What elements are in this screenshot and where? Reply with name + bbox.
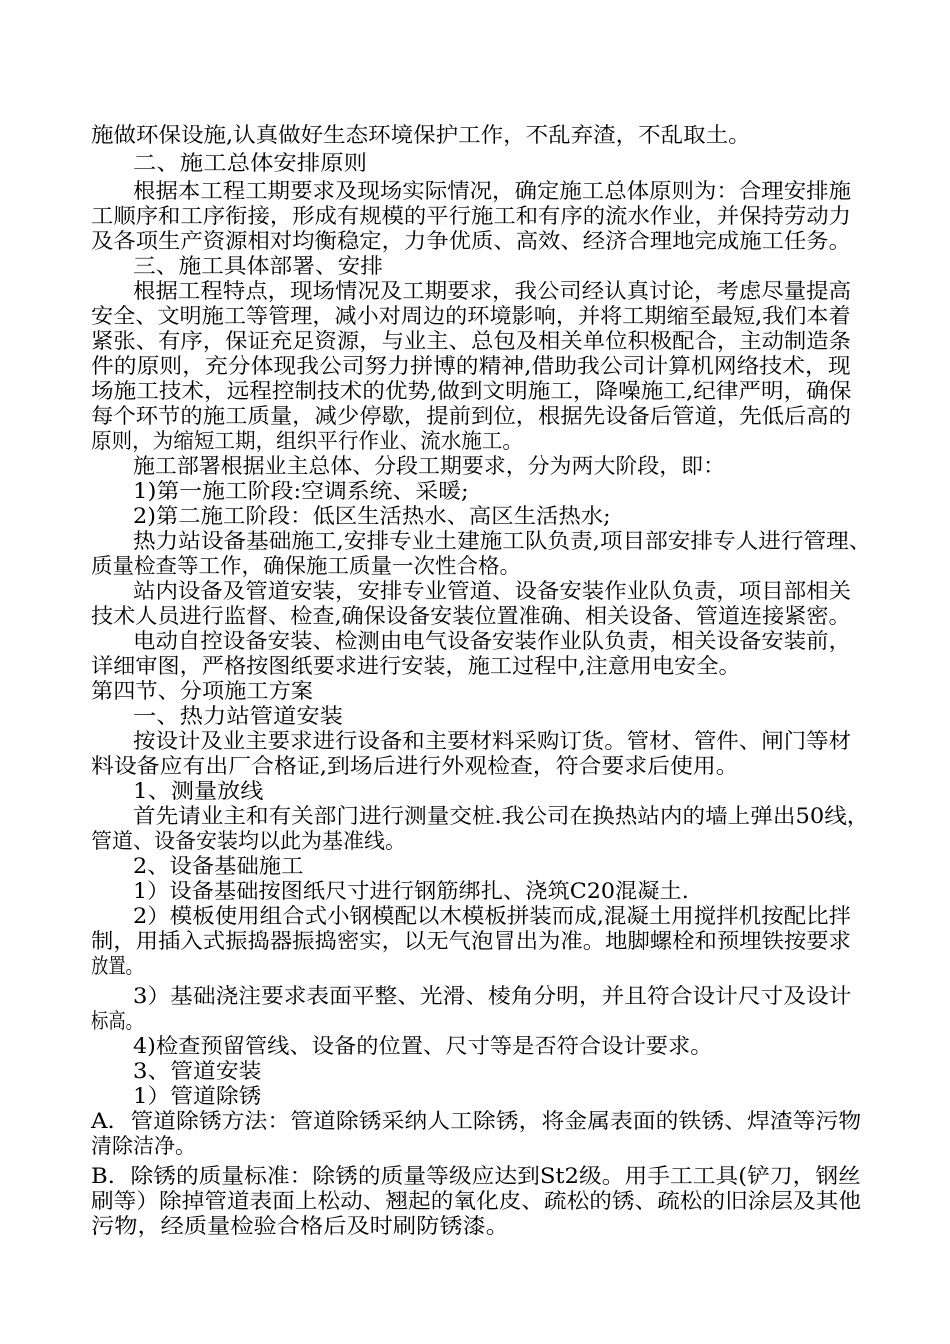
text-line: 每个环节的施工质量，减少停歇，提前到位，根据先设备后管道，先低后高的 — [91, 404, 851, 428]
text-line: 及各项生产资源相对均衡稳定，力争优质、高效、经济合理地完成施工任务。 — [91, 229, 851, 253]
text-line: 施做环保设施,认真做好生态环境保护工作，不乱弃渣，不乱取土。 — [91, 123, 751, 147]
text-line: 4)检查预留管线、设备的位置、尺寸等是否符合设计要求。 — [133, 1034, 713, 1058]
text-line: 2、设备基础施工 — [133, 854, 304, 878]
text-line: 1）设备基础按图纸尺寸进行钢筋绑扎、浇筑C20混凝土. — [133, 879, 689, 903]
text-line: 技术人员进行监督、检查,确保设备安装位置准确、相关设备、管道连接紧密。 — [91, 604, 851, 628]
text-line: 质量检查等工作，确保施工质量一次性合格。 — [91, 554, 521, 578]
text-line: 根据本工程工期要求及现场实际情况，确定施工总体原则为：合理安排施 — [133, 179, 852, 203]
text-line: 场施工技术，远程控制技术的优势,做到文明施工，降噪施工,纪律严明，确保 — [91, 379, 852, 403]
text-line: 三、施工具体部署、安排 — [133, 254, 384, 278]
text-line: 3）基础浇注要求表面平整、光滑、棱角分明，并且符合设计尺寸及设计 — [133, 984, 852, 1008]
text-line: 施工部署根据业主总体、分段工期要求，分为两大阶段，即： — [133, 454, 726, 478]
text-line: 一、热力站管道安装 — [133, 704, 343, 728]
text-line: 热力站设备基础施工,安排专业土建施工队负责,项目部安排专人进行管理、 — [133, 529, 872, 553]
text-line: B．除锈的质量标准：除锈的质量等级应达到St2级。用手工工具(铲刀，钢丝 — [91, 1164, 861, 1188]
text-line: 管道、设备安装均以此为基准线。 — [91, 829, 406, 853]
text-line: 根据工程特点，现场情况及工期要求，我公司经认真讨论，考虑尽量提高 — [133, 279, 852, 303]
text-line: 制，用插入式振捣器振捣密实，以无气泡冒出为准。地脚螺栓和预埋铁按要求 — [91, 929, 851, 953]
text-line: 详细审图，严格按图纸要求进行安装，施工过程中,注意用电安全。 — [91, 654, 741, 678]
text-line: 污物，经质量检验合格后及时刷防锈漆。 — [91, 1214, 509, 1238]
text-line: 首先请业主和有关部门进行测量交桩.我公司在换热站内的墙上弹出50线， — [133, 804, 870, 828]
text-line: 按设计及业主要求进行设备和主要材料采购订货。管材、管件、闸门等材 — [133, 729, 852, 753]
text-line: 放置。 — [91, 954, 144, 978]
text-line: 标高。 — [91, 1009, 144, 1033]
text-line: 1）管道除锈 — [133, 1084, 262, 1108]
text-line: 刷等）除掉管道表面上松动、翘起的氧化皮、疏松的锈、疏松的旧涂层及其他 — [91, 1189, 861, 1213]
text-line: 站内设备及管道安装，安排专业管道、设备安装作业队负责，项目部相关 — [133, 579, 852, 603]
text-line: 料设备应有出厂合格证,到场后进行外观检查，符合要求后使用。 — [91, 754, 739, 778]
text-line: 清除洁净。 — [91, 1134, 196, 1158]
text-line: 1)第一施工阶段:空调系统、采暖; — [133, 479, 469, 503]
text-line: 2）模板使用组合式小钢模配以木模板拼装而成,混凝土用搅拌机按配比拌 — [133, 904, 852, 928]
text-line: 2)第二施工阶段：低区生活热水、高区生活热水; — [133, 504, 611, 528]
text-line: 工顺序和工序衔接，形成有规模的平行施工和有序的流水作业，并保持劳动力 — [91, 204, 851, 228]
text-line: 安全、文明施工等管理，减小对周边的环境影响，并将工期缩至最短,我们本着 — [91, 304, 851, 328]
text-line: 3、管道安装 — [133, 1059, 262, 1083]
text-line: 电动自控设备安装、检测由电气设备安装作业队负责，相关设备安装前， — [133, 629, 852, 653]
text-line: 二、施工总体安排原则 — [133, 151, 368, 175]
text-line: A．管道除锈方法：管道除锈采纳人工除锈，将金属表面的铁锈、焊渣等污物 — [91, 1109, 862, 1133]
text-line: 件的原则，充分体现我公司努力拼博的精神,借助我公司计算机网络技术，现 — [91, 354, 851, 378]
text-line: 1、测量放线 — [133, 779, 264, 803]
text-line: 紧张、有序，保证充足资源，与业主、总包及相关单位积极配合，主动制造条 — [91, 329, 851, 353]
text-line: 第四节、分项施工方案 — [91, 679, 313, 703]
text-line: 原则，为缩短工期，组织平行作业、流水施工。 — [91, 429, 524, 453]
